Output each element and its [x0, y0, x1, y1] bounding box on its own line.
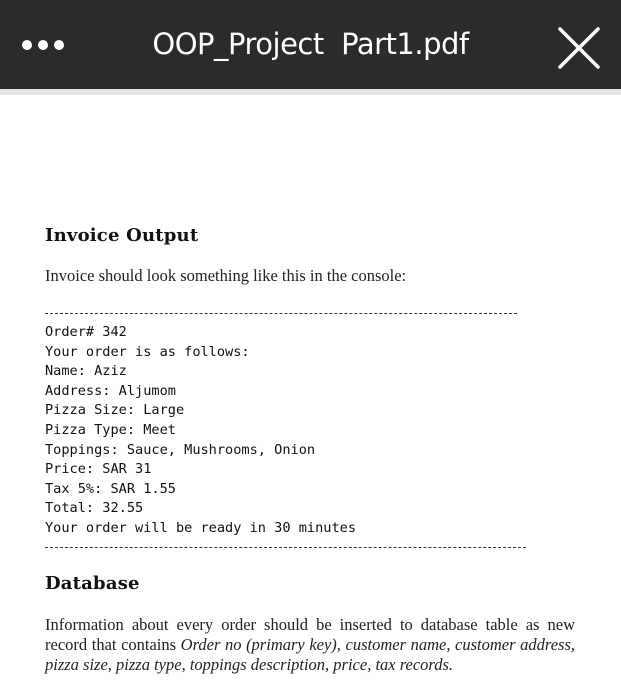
title-bar	[0, 0, 621, 89]
console-line: Total: 32.55	[45, 500, 144, 517]
invoice-output-heading: Invoice Output	[45, 225, 199, 246]
console-line: Tax 5%: SAR 1.55	[45, 480, 176, 497]
console-line: Address: Aljumom	[45, 382, 176, 399]
console-line: Price: SAR 31	[45, 461, 152, 478]
database-paragraph	[45, 615, 575, 675]
console-line: Pizza Type: Meet	[45, 422, 176, 438]
close-icon[interactable]	[557, 26, 601, 70]
database-heading: Database	[45, 573, 140, 594]
console-line: Order# 342	[45, 324, 127, 340]
database-text-plain: Information about every order should be inserted to database table as new record that contains	[45, 615, 575, 654]
database-text-italic: Order no (primary key), customer name, customer address, pizza size, pizza type, toppings description, price, tax records.	[45, 635, 575, 674]
console-line: Your order will be ready in 30 minutes	[45, 520, 356, 536]
console-separator-bottom	[45, 547, 526, 548]
console-line: Toppings: Sauce, Mushrooms, Onion	[45, 441, 316, 458]
pdf-page	[0, 95, 621, 700]
invoice-intro-text: Invoice should look something like this in the console:	[45, 266, 407, 285]
console-line: Name: Aziz	[45, 363, 127, 380]
console-line: Pizza Size: Large	[45, 402, 185, 419]
console-line: Your order is as follows:	[45, 343, 250, 360]
document-title: OOP_Project Part1.pdf	[152, 27, 469, 61]
console-separator-top	[45, 313, 517, 314]
